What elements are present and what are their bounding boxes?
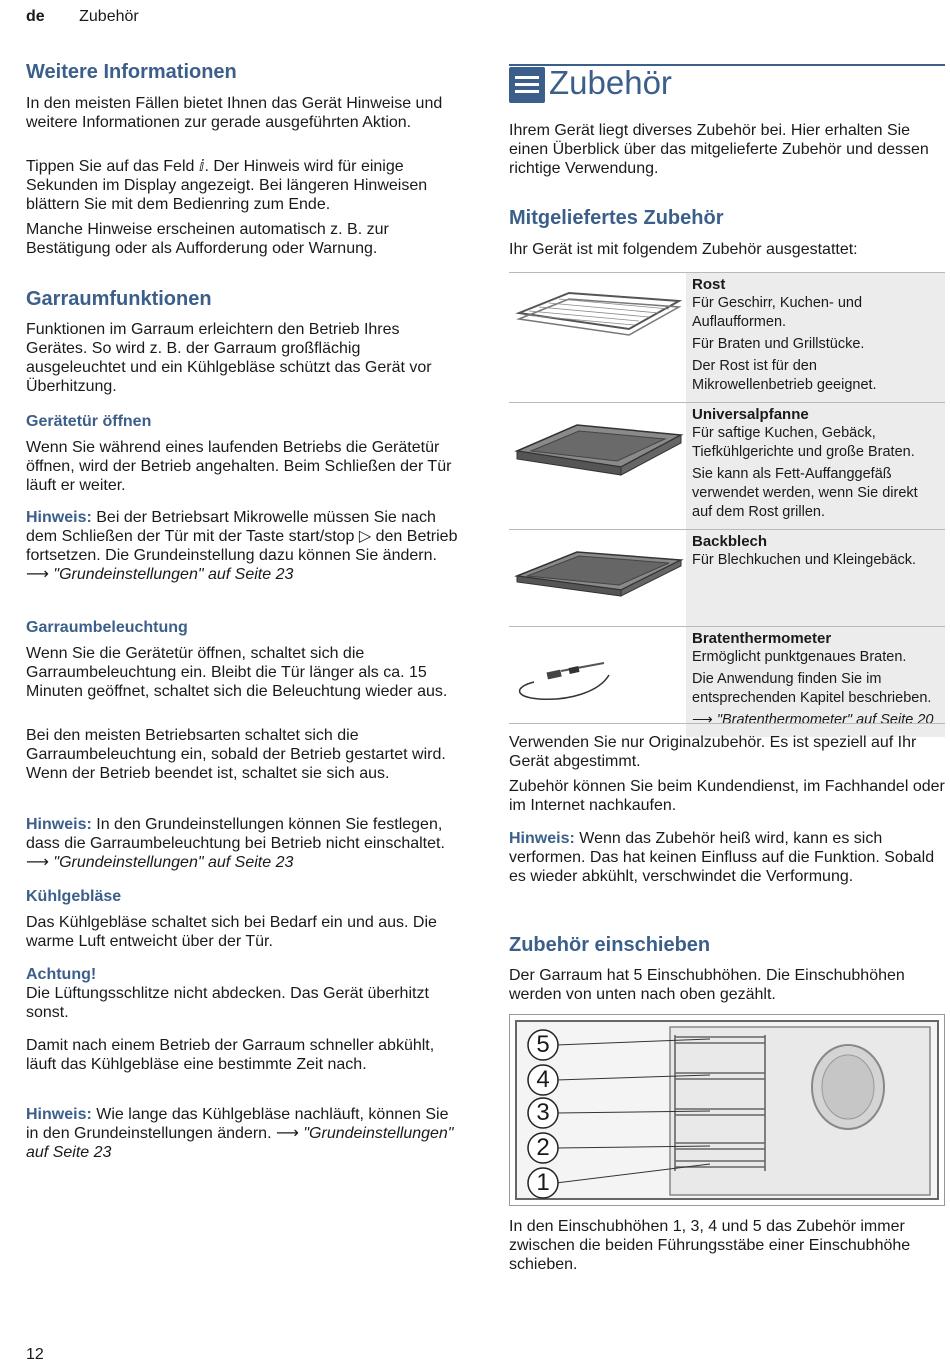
- universalpfanne-description: [686, 403, 945, 530]
- warning-label: Achtung!: [26, 966, 97, 983]
- cross-reference-link[interactable]: "Grundeinstellungen" auf Seite 23: [26, 1125, 454, 1161]
- universal-pan-image: [509, 403, 686, 530]
- rost-description: [686, 273, 945, 403]
- section-name: Zubehör: [79, 8, 139, 25]
- accessory-row-rost: [509, 273, 945, 403]
- level-3-label: 3: [536, 1099, 550, 1126]
- item-name: Backblech: [692, 533, 768, 550]
- hint-text: Bei der Betriebsart Mikrowelle müssen Sie nach dem Schließen der Tür mit der Taste start/stop ▷ den Betrieb fortsetzen. Die Grundeinstellung dazu können Sie ändern.: [26, 509, 458, 564]
- shelf-levels-diagram: [509, 1014, 945, 1206]
- item-line: Ermöglicht punktgenaues Braten.: [692, 649, 907, 665]
- backblech-description: [686, 530, 945, 627]
- heading-weitere-informationen: Weitere Informationen: [26, 61, 237, 83]
- after-p2: Zubehör können Sie beim Kundendienst, im Fachhandel oder im Internet nachkaufen.: [509, 778, 945, 814]
- page-number: 12: [26, 1346, 44, 1363]
- item-line: Sie kann als Fett-Auffanggefäß verwendet werden, wenn Sie direkt auf dem Rost grillen.: [692, 466, 918, 520]
- item-line: Für Braten und Grillstücke.: [692, 336, 865, 352]
- arrow-icon: ⟶: [26, 854, 49, 871]
- hint-label: Hinweis:: [509, 830, 575, 847]
- item-name: Rost: [692, 276, 726, 293]
- arrow-icon: ⟶: [692, 712, 713, 728]
- kuehl-warning: [26, 965, 464, 1022]
- einschieben-p2: In den Einschubhöhen 1, 3, 4 und 5 das Zubehör immer zwischen die beiden Führungsstäbe einer Einschubhöhe schieben.: [509, 1218, 911, 1273]
- page-header: [26, 8, 139, 26]
- mitgeliefert-p1: Ihr Gerät ist mit folgendem Zubehör ausgestattet:: [509, 241, 858, 258]
- beleuchtung-p1: Wenn Sie die Gerätetür öffnen, schaltet sich die Garraumbeleuchtung ein. Bleibt die Tür länger als ca. 15 Minuten geöffnet, schaltet sich die Beleuchtung wieder aus.: [26, 645, 448, 700]
- chapter-title: [509, 64, 945, 106]
- item-name: Universalpfanne: [692, 406, 809, 423]
- heading-garraumfunktionen: Garraumfunktionen: [26, 288, 212, 310]
- beleuchtung-p2: Bei den meisten Betriebsarten schaltet sich die Garraumbeleuchtung ein, sobald der Betrieb gestartet wird. Wenn der Betrieb beendet ist, schaltet sie sich aus.: [26, 727, 446, 782]
- level-4-label: 4: [536, 1066, 550, 1093]
- weitere-p1: In den meisten Fällen bietet Ihnen das Gerät Hinweise und weitere Informationen zur gerade ausgeführten Aktion.: [26, 95, 443, 131]
- kuehl-p1: Das Kühlgebläse schaltet sich bei Bedarf ein und aus. Die warme Luft entweicht über der Tür.: [26, 914, 437, 950]
- meat-thermometer-image: [509, 627, 686, 738]
- weitere-p2: Tippen Sie auf das Feld ⅈ. Der Hinweis wird für einige Sekunden im Display angezeigt. Bei längeren Hinweisen blättern Sie mit dem Bedienring zum Ende.: [26, 158, 428, 213]
- table-bottom-rule: [509, 723, 945, 724]
- hint-text: In den Grundeinstellungen können Sie festlegen, dass die Garraumbeleuchtung bei Betrieb nicht einschaltet.: [26, 816, 445, 852]
- accessories-icon: [509, 67, 545, 103]
- kuehl-p2: Damit nach einem Betrieb der Garraum schneller abkühlt, läuft das Kühlgebläse eine bestimmte Zeit nach.: [26, 1037, 435, 1073]
- accessory-row-backblech: [509, 530, 945, 627]
- cross-reference-link[interactable]: "Grundeinstellungen" auf Seite 23: [53, 566, 294, 583]
- item-line: Für Geschirr, Kuchen- und Auflaufformen.: [692, 295, 863, 330]
- heading-zubehoer-einschieben: Zubehör einschieben: [509, 934, 711, 956]
- after-p1: Verwenden Sie nur Originalzubehör. Es ist speziell auf Ihr Gerät abgestimmt.: [509, 734, 917, 770]
- level-2-label: 2: [536, 1134, 550, 1161]
- item-name: Bratenthermometer: [692, 630, 832, 647]
- heading-mitgeliefertes-zubehoer: Mitgeliefertes Zubehör: [509, 207, 724, 229]
- item-line: Der Rost ist für den Mikrowellenbetrieb geeignet.: [692, 358, 877, 393]
- cross-reference-link[interactable]: "Grundeinstellungen" auf Seite 23: [53, 854, 294, 871]
- arrow-icon: ⟶: [275, 1125, 299, 1142]
- item-line: Für saftige Kuchen, Gebäck, Tiefkühlgerichte und große Braten.: [692, 425, 915, 460]
- baking-tray-image: [509, 530, 686, 627]
- rack-image: [509, 273, 686, 403]
- level-1-label: 1: [536, 1169, 550, 1196]
- hint-label: Hinweis:: [26, 509, 92, 526]
- garraum-p1: Funktionen im Garraum erleichtern den Betrieb Ihres Gerätes. So wird z. B. der Garraum großflächig ausgeleuchtet und ein Kühlgebläse schützt das Gerät vor Überhitzung.: [26, 321, 432, 395]
- item-line: Die Anwendung finden Sie im entsprechenden Kapitel beschrieben.: [692, 671, 932, 706]
- hint-label: Hinweis:: [26, 816, 92, 833]
- warning-text: Die Lüftungsschlitze nicht abdecken. Das Gerät überhitzt sonst.: [26, 985, 429, 1021]
- accessory-row-universalpfanne: [509, 403, 945, 530]
- level-5-label: 5: [536, 1031, 550, 1058]
- tuer-p1: Wenn Sie während eines laufenden Betriebs die Gerätetür öffnen, wird der Betrieb angehalten. Beim Schließen der Tür läuft er weiter.: [26, 439, 452, 494]
- heading-geraetetuer: Gerätetür öffnen: [26, 413, 152, 430]
- tuer-hint: [26, 508, 464, 584]
- accessory-table: [509, 272, 945, 737]
- bratenthermometer-description: [686, 627, 945, 738]
- chapter-title-text: Zubehör: [549, 64, 672, 101]
- heading-kuehlgeblaese: Kühlgebläse: [26, 888, 122, 905]
- heading-garraumbeleuchtung: Garraumbeleuchtung: [26, 619, 188, 636]
- hint-text: Wenn das Zubehör heiß wird, kann es sich verformen. Das hat keinen Einfluss auf die Funktion. Sobald es wieder abkühlt, verschwindet die Verformung.: [509, 830, 935, 885]
- hint-label: Hinweis:: [26, 1106, 92, 1123]
- accessory-row-bratenthermometer: [509, 627, 945, 738]
- cross-reference-link[interactable]: "Bratenthermometer" auf Seite 20: [716, 712, 934, 728]
- intro-text: Ihrem Gerät liegt diverses Zubehör bei. Hier erhalten Sie einen Überblick über das mitgelieferte Zubehör und dessen richtige Verwendung.: [509, 122, 929, 177]
- beleuchtung-hint: [26, 815, 464, 872]
- arrow-icon: ⟶: [26, 566, 49, 583]
- einschieben-p1: Der Garraum hat 5 Einschubhöhen. Die Einschubhöhen werden von unten nach oben gezählt.: [509, 967, 905, 1003]
- kuehl-hint: [26, 1105, 464, 1162]
- hint-text: Wie lange das Kühlgebläse nachläuft, können Sie in den Grundeinstellungen ändern.: [26, 1106, 449, 1142]
- item-line: Für Blechkuchen und Kleingebäck.: [692, 552, 917, 568]
- item-link: [692, 711, 941, 730]
- weitere-p3: Manche Hinweise erscheinen automatisch z. B. zur Bestätigung oder als Aufforderung oder Warnung.: [26, 221, 389, 257]
- language-code: de: [26, 8, 45, 25]
- right-hint: [509, 829, 945, 886]
